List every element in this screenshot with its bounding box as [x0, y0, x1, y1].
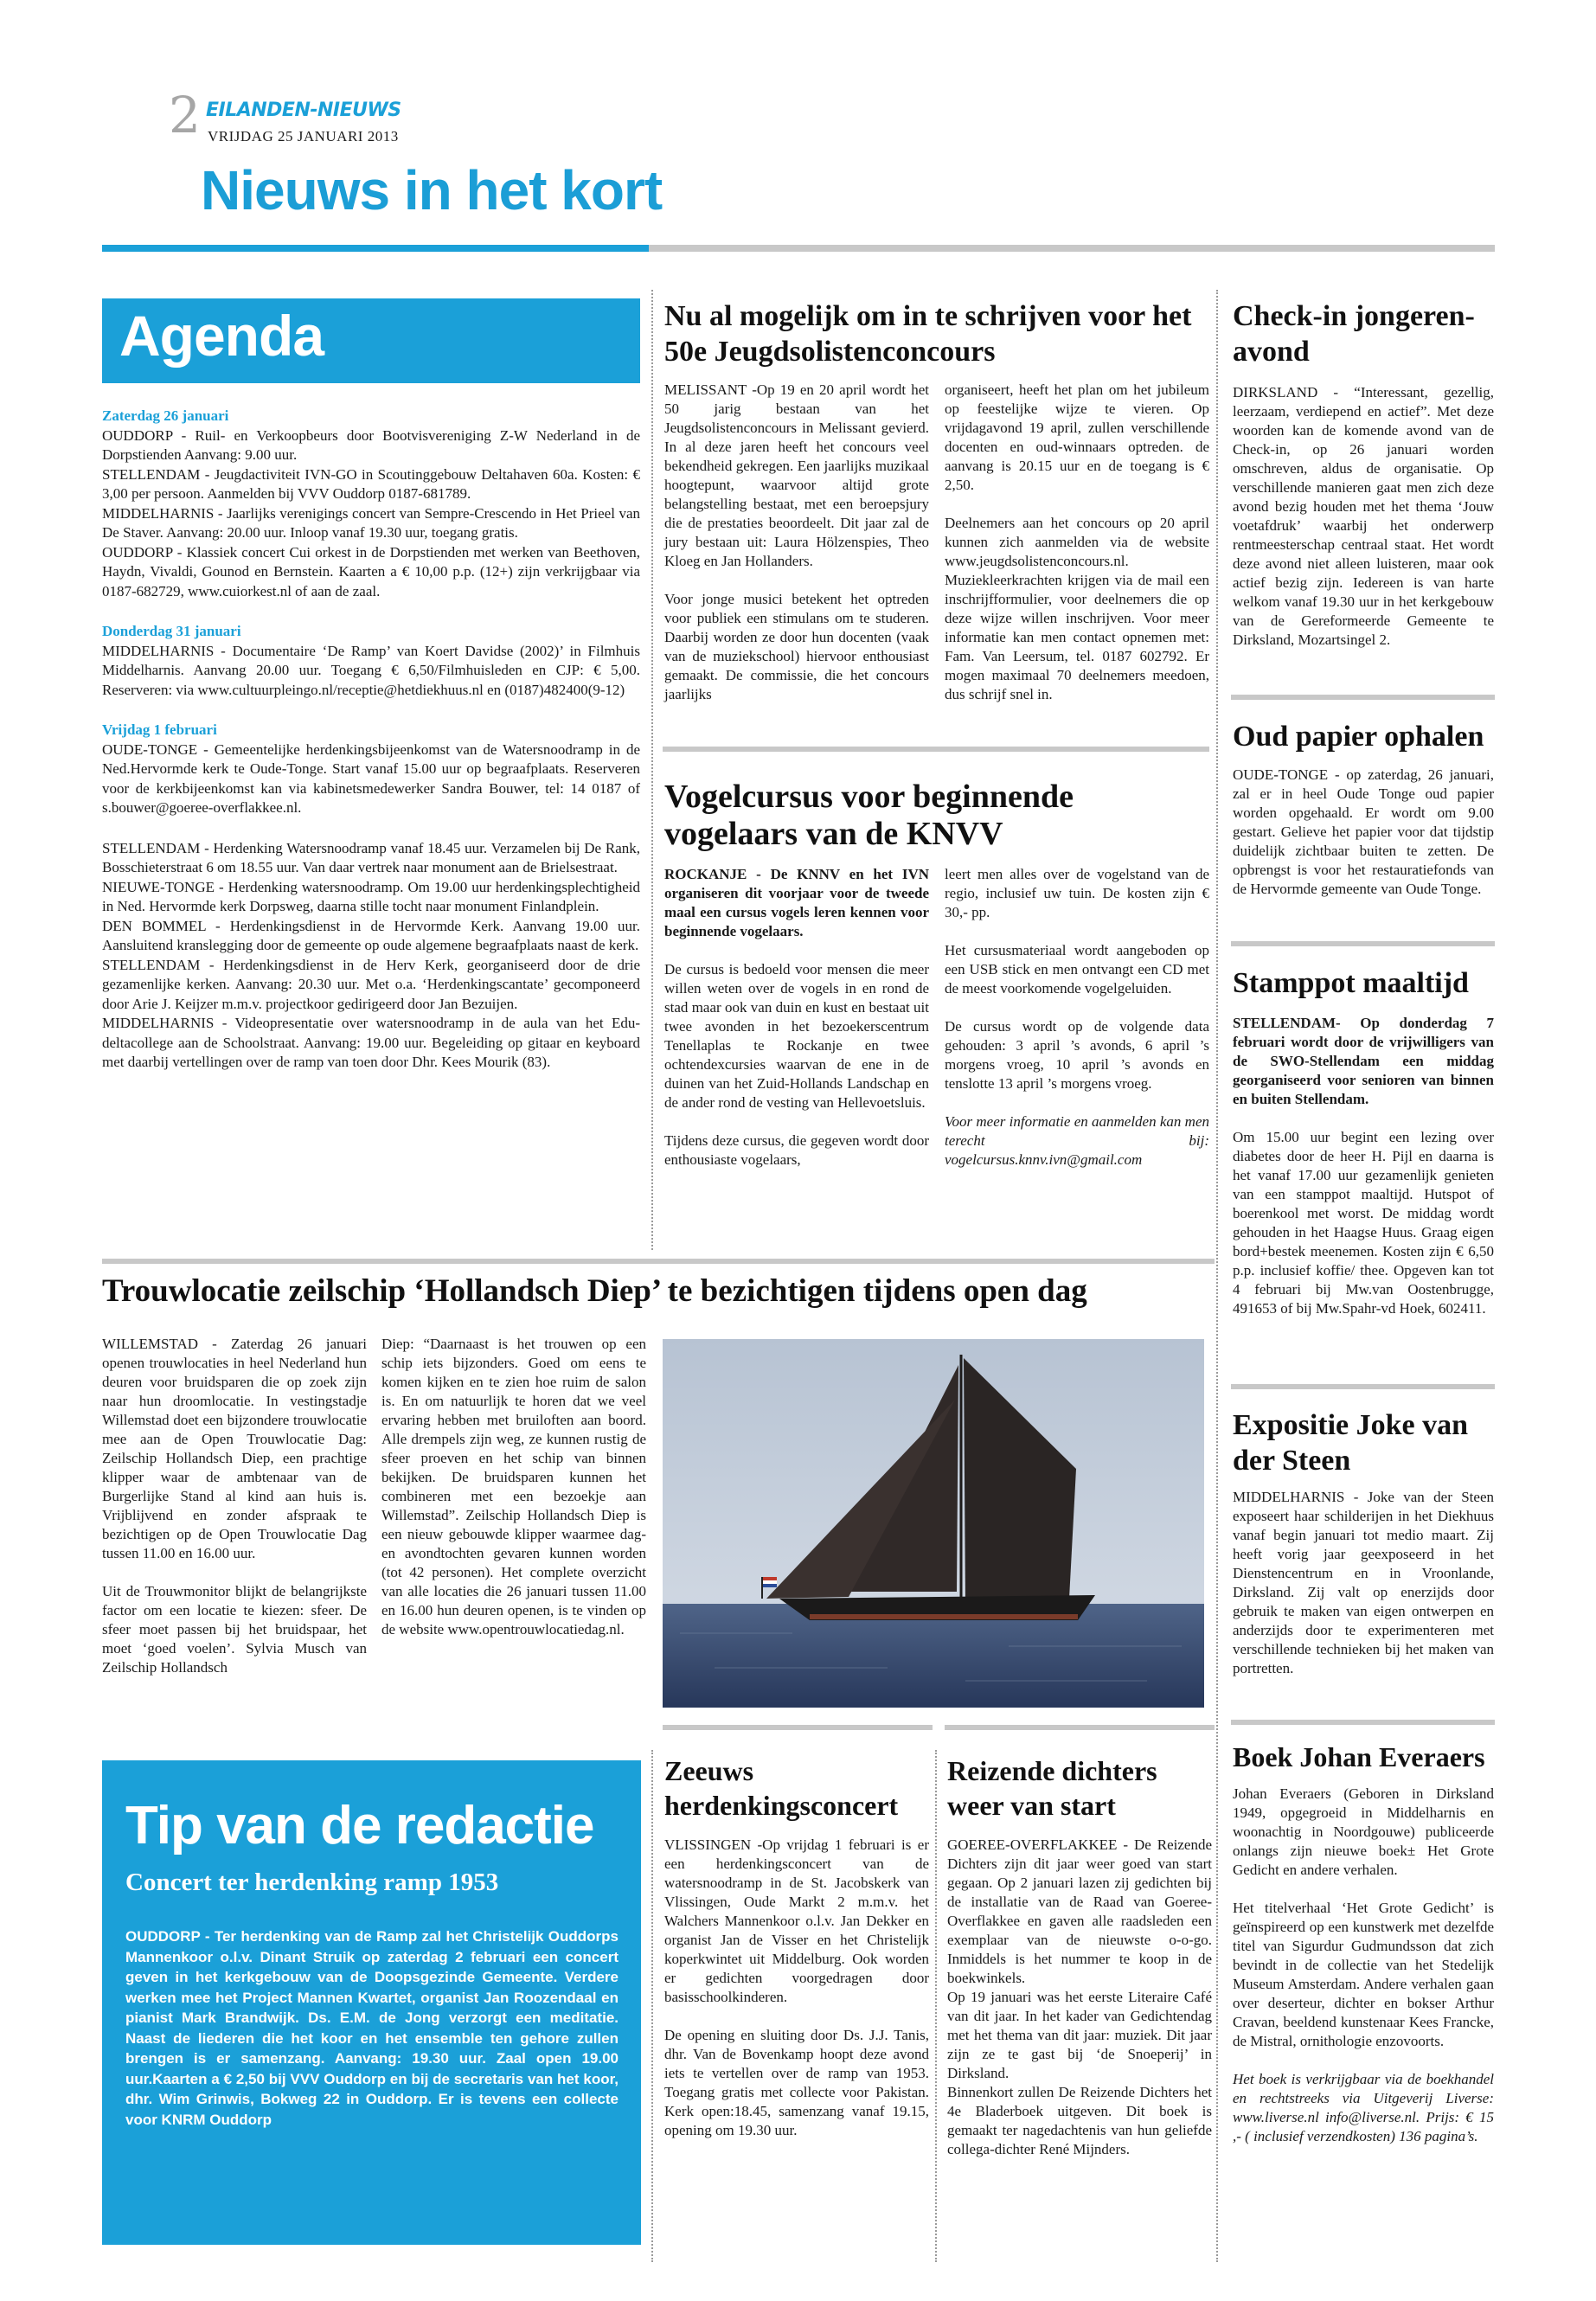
paragraph: Deelnemers aan het concours op 20 april kunnen zich aanmelden via de website www.jeugdsolistenconcours.nl. Muziekleerkrachten krijgen via de mail een inschrijfformulier, voor deelnemers die op deze wijze willen inschrijven. Voor meer informatie kan men contact opnemen met: Fam. Van Leersum, tel. 0187 602792. Er mogen maximaal 70 deelnemers meedoen, dus schrijf snel in.: [945, 515, 1209, 702]
paragraph: WILLEMSTAD - Zaterdag 26 januari openen trouwlocaties in heel Nederland hun deuren voor bruidsparen die op zoek zijn naar hun droomlocatie. In vestingstadje Willemstad doet een bijzondere trouwlocatie mee aan de Open Trouwlocatie Dag: Zeilschip Hollandsch Diep, een prachtige klipper waar de ambtenaar van de Burgerlijke Stand al kind aan huis is. Vrijblijvend en zonder afspraak te bezichtigen op de Open Trouwlocatie Dag tussen 11.00 en 16.00 uur.: [102, 1336, 367, 1561]
agenda-day: Zaterdag 26 januari: [102, 407, 229, 424]
checkin-text: DIRKSLAND - “Interessant, gezellig, leerzaam, verdiepend en actief”. Met deze woorden kan de komende avond van de Check-in, op 26 januari worden omschreven, aldus de organisatie. Op verschillende manieren gaat men zich deze avond bezig houden met het thema ‘Jouw voetafdruk’ waarbij het onderwerp rentmeesterschap centraal staat. Het wordt deze avond niet alleen luisteren, maar ook actief bezig zijn. Iedereen is van harte welkom vanaf 19.30 uur in het kerkgebouw van de Gereformeerde Gemeente te Dirksland, Mozartsingel 2.: [1233, 384, 1494, 648]
agenda-entry: MIDDELHARNIS - Documentaire ‘De Ramp’ van Koert Davidse (2002)’ in Filmhuis Middelharnis. Aanvang 20.00 uur. Toegang € 6,50/Filmhuisleden en CJP: € 5,00. Reserveren: via www.cultuurpleingo.nl/receptie@hetdiekhuus.nl en (0187)482400(9-12): [102, 642, 640, 698]
article-rule: [663, 747, 1209, 752]
page-number: 2: [169, 86, 201, 144]
agenda-day: Vrijdag 1 februari: [102, 721, 217, 738]
paragraph: Het cursusmateriaal wordt aangeboden op een USB stick en men ontvangt een CD met de meest voorkomende vogelgeluiden.: [945, 942, 1209, 997]
jeugdsolisten-title: Nu al mogelijk om in te schrijven voor het 50e Jeugdsolistenconcours: [664, 300, 1192, 368]
boek-footer: Het boek is verkrijgbaar via de boekhandel en rechtstreeks via Uitgeverij Liverse: www.liverse.nl info@liverse.nl. Prijs: € 15 ,- ( inclusief verzendkosten) 136 pagina’s.: [1233, 2071, 1494, 2144]
boek-body: [1233, 1785, 1494, 2146]
expositie-text: MIDDELHARNIS - Joke van der Steen exposeert haar schilderijen in het Diekhuus vanaf begin januari tot medio maart. Zij heeft vorig jaar geexposeerd in het Dienstencentrum en in Vroonlande, Dirksland. Zij valt op enerzijds door gebruik te maken van eigen ontwerpen en anderzijds door te experimenteren met verschillende technieken bij het maken van portretten.: [1233, 1489, 1494, 1676]
column-separator: [935, 1750, 937, 2262]
paragraph: Voor jonge musici betekent het optreden voor publiek een stimulans om te studeren. Daarbij worden ze door hun docenten (vaak van de muziekschool) hiervoor enthousiast gemaakt. De commissie, die het concours jaarlijks: [664, 591, 929, 702]
oudpapier-title: Oud papier ophalen: [1233, 721, 1484, 753]
article-rule: [1231, 1384, 1495, 1389]
trouwlocatie-title: Trouwlocatie zeilschip ‘Hollandsch Diep’ te bezichtigen tijdens open dag: [102, 1273, 1087, 1309]
expositie-title: Expositie Joke van der Steen: [1233, 1409, 1469, 1477]
vogelcursus-title: Vogelcursus voor beginnende vogelaars van de KNVV: [664, 779, 1074, 852]
checkin-title: Check-in jongeren-avond: [1233, 300, 1475, 368]
tip-subtitle: Concert ter herdenking ramp 1953: [125, 1868, 499, 1896]
paragraph: Tijdens deze cursus, die gegeven wordt door enthousiaste vogelaars,: [664, 1132, 929, 1168]
article-rule: [1231, 695, 1495, 700]
paragraph: leert men alles over de vogelstand van de regio, inclusief uw tuin. De kosten zijn € 30,- pp.: [945, 866, 1209, 920]
column-separator: [651, 1750, 653, 2262]
oudpapier-text: OUDE-TONGE - op zaterdag, 26 januari, zal er in heel Oude Tonge oud papier worden opgehaald. Er wordt om 9.00 gestart. Gelieve het papier voor dat tijdstip duidelijk zichtbaar buiten te zetten. De opbrengst is voor het restauratiefonds van de Hervormde gemeente van Oude Tonge.: [1233, 766, 1494, 897]
vogelcursus-lead: ROCKANJE - De KNNV en het IVN organiseren dit voorjaar voor de tweede maal een cursus vogels leren kennen voor beginnende vogelaars.: [664, 866, 929, 939]
paragraph: Johan Everaers (Geboren in Dirksland 1949, opgegroeid in Middelharnis en woonachtig in Noordgouwe) publiceerde onlangs zijn nieuwe boek± Het Grote Gedicht en andere verhalen.: [1233, 1785, 1494, 1878]
dateline: VRIJDAG 25 JANUARI 2013: [208, 128, 399, 144]
trouwlocatie-col1: [102, 1335, 367, 1677]
article-rule: [1231, 941, 1495, 946]
paragraph: Diep: “Daarnaast is het trouwen op een schip iets bijzonders. Goed om eens te komen kijken en te zien hoe ruim de salon is. En om natuurlijk te horen dat we veel ervaring hebben met bruiloften aan boord. Alle drempels zijn weg, ze kunnen rustig de sfeer proeven en het schip van binnen bekijken. De bruidsparen kunnen het combineren met een bezoekje aan Willemstad”. Zeilschip Hollandsch Diep is een nieuw gebouwde klipper waarmee dag- en avondtochten gevaren kunnen worden (tot 42 personen). Het complete overzicht van alle locaties die 26 januari tussen 11.00 en 16.00 hun deuren openen, is te vinden op de website www.opentrouwlocatiedag.nl.: [381, 1336, 646, 1638]
sailboat-photo: [663, 1339, 1204, 1708]
trouwlocatie-col2: [381, 1335, 646, 1639]
paragraph: GOEREE-OVERFLAKKEE - De Reizende Dichters zijn dit jaar weer goed van start gegaan. Op 2 januari lazen zij gedichten bij de installatie van de Raad van Goeree-Overflakkee en gaven alle raadsleden een exemplaar van de nieuwste o-o-go. Inmiddels is het nummer te koop in de boekwinkels.: [947, 1836, 1212, 1986]
paragraph: Uit de Trouwmonitor blijkt de belangrijkste factor om een locatie te kiezen: sfeer. De sfeer moet passen bij het bruidspaar, het moet ‘goed voelen’. Sylvia Musch van Zeilschip Hollandsch: [102, 1583, 367, 1676]
paper-logo: EILANDEN-NIEUWS: [206, 99, 401, 121]
agenda-entry: OUDDORP - Ruil- en Verkoopbeurs door Bootvisvereniging Z-W Nederland in de Dorpstienden Aanvang: 9.00 uur. STELLENDAM - Jeugdactiviteit IVN-GO in Scoutinggebouw Deltahaven 60a. Kosten: € 3,00 per persoon. Aanmelden bij VVV Ouddorp 0187-681789. MIDDELHARNIS - Jaarlijks verenigings concert van Sempre-Crescendo in Het Prieel van De Staver. Aanvang: 20.00 uur. Inloop vanaf 19.30 uur, toegang gratis. OUDDORP - Klassiek concert Cui orkest in de Dorpstienden met werken van Beethoven, Haydn, Vivaldi, Gounod en Bernstein. Kaarten a € 10,00 p.p. (12+) zijn verkrijgbaar via 0187-682729, www.cuiorkest.nl of aan de zaal.: [102, 426, 640, 599]
title-rule-accent: [102, 245, 649, 252]
dichters-title: Reizende dichters weer van start: [947, 1755, 1157, 1821]
article-rule: [945, 1725, 1215, 1730]
jeugdsolisten-col2: [945, 381, 1209, 704]
article-rule: [102, 1259, 1215, 1264]
section-title: Nieuws in het kort: [201, 159, 663, 221]
tip-text: OUDDORP - Ter herdenking van de Ramp zal het Christelijk Ouddorps Mannenkoor o.l.v. Dinant Struik op zaterdag 2 februari een concert geven in het kerkgebouw van de Doopsgezinde Gemeente. Verdere werken mee het Project Mannen Kwartet, organist Jan Roozendaal en pianist Mark Brandwijk. Ds. E.M. de Jong verzorgt een meditatie. Naast de liederen die het koor en het ensemble ten gehore zullen brengen is er samenzang. Aanvang: 19.30 uur. Zaal open 19.00 uur.Kaarten a € 2,50 bij VVV Ouddorp en bij de secretaris van het koor, dhr. Wim Grinwis, Bokweg 22 in Ouddorp. Er is tevens een collecte voor KNRM Ouddorp: [125, 1928, 619, 2128]
paragraph: VLISSINGEN -Op vrijdag 1 februari is er een herdenkingsconcert van de watersnoodramp in de St. Jacobskerk van Vlissingen, Oude Markt 2 m.m.v. het Walchers Mannenkoor o.l.v. Jan Dekker en organist Jan de Visser en het Christelijk koperkwintet uit Middelburg. Ook worden er gedichten voorgedragen door basisschoolkinderen.: [664, 1836, 929, 2005]
agenda-entry: STELLENDAM - Herdenking Watersnoodramp vanaf 18.45 uur. Verzamelen bij De Rank, Bosschieterstraat 6 om 18.55 uur. Van daar vertrek naar monument aan de Brielsestraat. NIEUWE-TONGE - Herdenking watersnoodramp. Om 19.00 uur herdenkingsplechtigheid in Ned. Hervormde kerk Dorpsweg, daarna stille tocht naar monument Finlandplein. DEN BOMMEL - Herdenkingsdienst in de Hervormde Kerk. Aanvang 19.00 uur. Aansluitend kranslegging door de gemeente op oude algemene begraafplaats naast de kerk. STELLENDAM - Herdenkingsdienst in de Herv Kerk, georganiseerd door de drie gezamenlijke kerken. Aanvang: 20.30 uur. Met o.a. ‘Herdenkingscantate’ gecomponeerd door Arie J. Keijzer m.m.v. projectkoor gedirigeerd door Jan Bezuijen. MIDDELHARNIS - Videopresentatie over watersnoodramp in de aula van het Edu-deltacollege aan de Schoolstraat. Aanvang: 19.00 uur. Begeleiding op gitaar en keyboard met daarbij vertellingen over de ramp van toen door Dhr. Kees Mourik (83).: [102, 839, 640, 1070]
jeugdsolisten-col1: [664, 381, 929, 704]
vogelcursus-footer: Voor meer informatie en aanmelden kan men terecht bij: vogelcursus.knnv.ivn@gmail.com: [945, 1113, 1209, 1168]
paragraph: De cursus wordt op de volgende data gehouden: 3 april ’s avonds, 6 april ’s morgens vroeg, 10 april ’s avonds en tenslotte 13 april ’s morgens vroeg.: [945, 1018, 1209, 1092]
column-separator: [1216, 290, 1218, 2262]
paragraph: De opening en sluiting door Ds. J.J. Tanis, dhr. Van de Bovenkamp hoopt deze avond iets te vertellen over de ramp van 1953. Toegang gratis met collecte voor Pakistan. Kerk open:18.45, samenzang vanaf 19.15, opening om 19.30 uur.: [664, 2027, 929, 2138]
vogelcursus-col2: [945, 865, 1209, 1170]
paragraph: Op 19 januari was het eerste Literaire Café van dit jaar. In het kader van Gedichtendag met het thema van dit jaar: muziek. Dit jaar zijn ze te gast bij ‘de Snoeperij’ in Dirksland. Binnenkort zullen De Reizende Dichters het 4e Bladerboek uitgeven. Dit boek is gemaakt ter nagedachtenis van hun geliefde collega-dichter René Mijnders.: [947, 1989, 1212, 2157]
vogelcursus-col1: [664, 865, 929, 1170]
paragraph: Om 15.00 uur begint een lezing over diabetes door de heer H. Pijl en daarna is het vanaf 17.00 uur gezamenlijk genieten van een stamppot maaltijd. Hutspot of boerenkool met worst. De middag wordt gehouden in het Haagse Huus. Graag eigen bord+bestek meenemen. Kosten zijn € 6,50 p.p. inclusief koffie/ thee. Opgeven kan tot 4 februari bij Mw.van Oostenbrugge, 491653 of bij Mw.Spahr-vd Hoek, 602411.: [1233, 1129, 1494, 1317]
zeeuws-title: Zeeuws herdenkingsconcert: [664, 1755, 899, 1821]
article-rule: [1231, 1720, 1495, 1725]
paragraph: De cursus is bedoeld voor mensen die meer willen weten over de vogels in en rond de stad maar ook van duin en kust en bestaat uit twee avonden in het bezoekerscentrum Tenellaplas te Rockanje en twee ochtendexcursies waarvan de ene in de duinen van het Zuid-Hollands Landschap en de ander rond de vesting van Hellevoetsluis.: [664, 961, 929, 1111]
agenda-gap: [102, 818, 640, 839]
article-rule: [663, 1725, 933, 1730]
stamppot-body: [1233, 1014, 1494, 1318]
agenda-day: Donderdag 31 januari: [102, 623, 241, 639]
stamppot-title: Stamppot maaltijd: [1233, 967, 1469, 999]
stamppot-lead: STELLENDAM- Op donderdag 7 februari wordt door de vrijwilligers van de SWO-Stellendam een middag georganiseerd voor senioren van binnen en buiten Stellendam.: [1233, 1015, 1494, 1107]
paragraph: organiseert, heeft het plan om het jubileum op feestelijke wijze te vieren. Op vrijdagavond 19 april, zullen verschillende docenten en oud-winnaars optreden. de aanvang is 20.15 uur en de toegang is € 2,50.: [945, 381, 1209, 493]
dichters-body: [947, 1836, 1212, 2159]
agenda-title: Agenda: [119, 304, 324, 368]
paragraph: Het titelverhaal ‘Het Grote Gedicht’ is geïnspireerd op een kunstwerk met dezelfde titel van Sigurdur Gudmundsson dat zich bevindt in de collectie van het Stedelijk Museum Amsterdam. Andere verhalen gaan over deserteur, dichter en bokser Arthur Cravan, beeldend kunstenaar Kees Francke, de Mistral, ornithologie enzovoorts.: [1233, 1900, 1494, 2049]
agenda-entry: OUDE-TONGE - Gemeentelijke herdenkingsbijeenkomst van de Watersnoodramp in de Ned.Hervormde kerk te Oude-Tonge. Start vanaf 15.00 uur op begraafplaats. Reserveren voor de kerkbijeenkomst kan via kabinetsmedewerker Sandra Bouwer, tel: 14 0187 of s.bouwer@goeree-overflakkee.nl.: [102, 740, 640, 816]
paragraph: MELISSANT -Op 19 en 20 april wordt het 50 jarig bestaan van het Jeugdsolistenconcours in Melissant gevierd. In al deze jaren heeft het concours veel bekendheid gekregen. Een jaarlijks muzikaal hoogtepunt, waarvoor altijd grote belangstelling bestaat, met een beroepsjury die de prestaties beoordeelt. Dit jaar zal de jury bestaan uit: Laura Hölzenspies, Theo Kloeg en Jan Hollanders.: [664, 381, 929, 569]
boek-title: Boek Johan Everaers: [1233, 1741, 1485, 1772]
tip-title: Tip van de redactie: [125, 1796, 594, 1856]
zeeuws-body: [664, 1836, 929, 2140]
agenda-list: [102, 407, 640, 1073]
column-separator: [651, 290, 653, 1250]
